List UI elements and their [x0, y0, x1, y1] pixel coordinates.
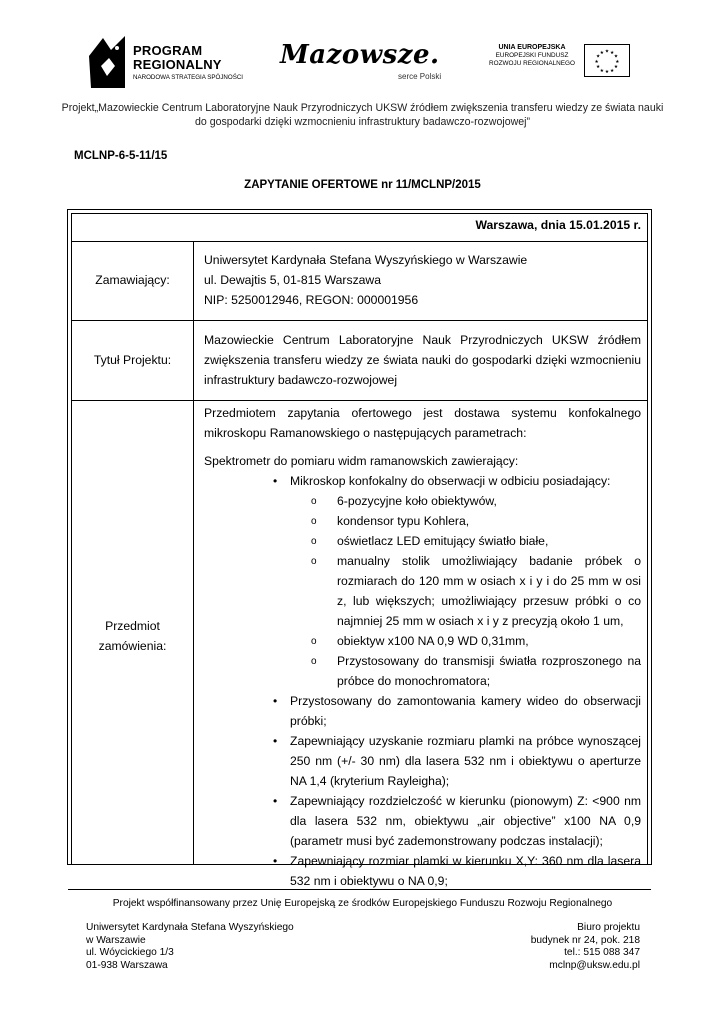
footer-university-address: Uniwersytet Kardynała Stefana Wyszyńskiego w Warszawie ul. Wóycickiego 1/3 01-938 Warszawa	[86, 922, 294, 971]
list-item: o kondensor typu Kohlera,	[290, 511, 641, 531]
eu-logo	[484, 44, 634, 80]
zamawiajacy-label: Zamawiający:	[95, 273, 170, 287]
reference-number: MCLNP-6-5-11/15	[74, 150, 168, 162]
list-item: • Zapewniający rozdzielczość w kierunku (pionowym) Z: <900 nm dla lasera 532 nm, obiektywu „air objective” x100 NA 0,9 (parametr musi być zademonstrowany podczas instalacji);	[204, 791, 641, 851]
svg-text:★: ★	[610, 50, 615, 56]
program-regionalny-title: PROGRAM REGIONALNY	[133, 43, 222, 72]
svg-text:★: ★	[604, 70, 610, 76]
list-item: o Przystosowany do transmisji światła rozproszonego na próbce do monochromatora;	[290, 651, 641, 691]
svg-text:★: ★	[610, 68, 615, 74]
program-regionalny-emblem-icon	[87, 36, 127, 88]
program-regionalny-logo	[87, 36, 267, 88]
table-divider	[71, 320, 648, 321]
mazowsze-wordmark: Mazowsze.	[280, 40, 440, 70]
mazowsze-logo	[280, 40, 460, 85]
requirements-list	[204, 471, 641, 891]
footer-project-office: Biuro projektu budynek nr 24, pok. 218 tel.: 515 088 347 mclnp@uksw.edu.pl	[440, 922, 640, 972]
project-title-line: Projekt„Mazowieckie Centrum Laboratoryjne Nauk Przyrodniczych UKSW źródłem zwiększenia transferu wiedzy ze świata nauki do gospodarki dzięki wzmocnieniu infrastruktury badawczo-rozwojowej”	[61, 102, 664, 128]
footer-rule	[68, 889, 651, 890]
svg-text:★: ★	[604, 49, 610, 55]
eu-flag-icon	[584, 44, 630, 77]
document-title: ZAPYTANIE OFERTOWE nr 11/MCLNP/2015	[244, 179, 481, 191]
mazowsze-subtitle: serce Polski	[398, 72, 442, 81]
przedmiot-zamowienia-value	[204, 403, 641, 891]
list-item: o manualny stolik umożliwiający badanie próbek o rozmiarach do 120 mm w osiach x i y i do 25 mm w osi z, lub większych; umożliwiający przesuw próbki o co najmniej 25 mm w osiach x i y z precyzją około 1 um,	[290, 551, 641, 631]
program-regionalny-subtitle: NARODOWA STRATEGIA SPÓJNOŚCI	[133, 74, 244, 81]
svg-text:★: ★	[595, 54, 601, 60]
table-divider	[71, 400, 648, 401]
list-item: • Mikroskop konfokalny do obserwacji w odbiciu posiadający: o 6-pozycyjne koło obiektywów, o kondensor typu Kohlera, o oświetlacz LED emitujący światło białe, o manualny stolik umożliwiający badanie próbek o rozmiarach do 120 mm w osiach x i y i do 25 mm w osi z, lub większych; umożliwiający przesuw próbki o co najmniej 25 mm w osiach x i y z precyzją około 1 um, o obiektyw x100 NA 0,9 WD 0,31mm, o Przystosowany do transmisji światła rozproszonego na próbce do monochromatora;	[204, 471, 641, 691]
list-item: • Zapewniający uzyskanie rozmiaru plamki na próbce wynoszącej 250 nm (+/- 30 nm) dla lasera 532 nm i obiektywu o aperturze NA 1,4 (kryterium Rayleigha);	[204, 731, 641, 791]
footer-cofinanced: Projekt współfinansowany przez Unię Europejską ze środków Europejskiego Funduszu Rozwoju Regionalnego	[112, 898, 613, 909]
list-item: o obiektyw x100 NA 0,9 WD 0,31mm,	[290, 631, 641, 651]
footer-email-link[interactable]: mclnp@uksw.edu.pl	[549, 959, 640, 971]
document-date: Warszawa, dnia 15.01.2015 r.	[475, 218, 641, 232]
table-column-divider	[193, 241, 194, 865]
list-item: o oświetlacz LED emitujący światło białe,	[290, 531, 641, 551]
przedmiot-intro: Przedmiotem zapytania ofertowego jest dostawa systemu konfokalnego mikroskopu Ramanowskiego o następujących parametrach:	[204, 406, 641, 440]
microscope-sub-list	[290, 491, 641, 691]
zamawiajacy-value: Uniwersytet Kardynała Stefana Wyszyńskiego w Warszawie ul. Dewajtis 5, 01-815 Warszawa NIP: 5250012946, REGON: 000001956	[204, 253, 528, 307]
svg-text:★: ★	[615, 59, 620, 65]
svg-text:★: ★	[599, 68, 604, 74]
spectrometer-heading: Spektrometr do pomiaru widm ramanowskich zawierający:	[204, 454, 519, 468]
przedmiot-zamowienia-label: Przedmiot zamówienia:	[98, 619, 167, 653]
tytul-projektu-value: Mazowieckie Centrum Laboratoryjne Nauk Przyrodniczych UKSW źródłem zwiększenia transferu wiedzy ze świata nauki do gospodarki dzięki wzmocnieniu infrastruktury badawczo-rozwojowej	[204, 333, 641, 387]
svg-text:★: ★	[595, 65, 601, 71]
list-item: o 6-pozycyjne koło obiektywów,	[290, 491, 641, 511]
table-divider	[71, 241, 648, 242]
tytul-projektu-label: Tytuł Projektu:	[93, 353, 172, 367]
svg-text:★: ★	[599, 50, 604, 56]
svg-text:★: ★	[594, 59, 599, 65]
eu-logo-text: UNIA EUROPEJSKA EUROPEJSKI FUNDUSZ ROZWOJU REGIONALNEGO	[489, 44, 575, 67]
svg-text:★: ★	[613, 65, 619, 71]
list-item: • Przystosowany do zamontowania kamery wideo do obserwacji próbki;	[204, 691, 641, 731]
list-item: • Zapewniający rozmiar plamki w kierunku X,Y: 360 nm dla lasera 532 nm i obiektywu o NA 0,9;	[204, 851, 641, 891]
svg-text:★: ★	[613, 54, 619, 60]
